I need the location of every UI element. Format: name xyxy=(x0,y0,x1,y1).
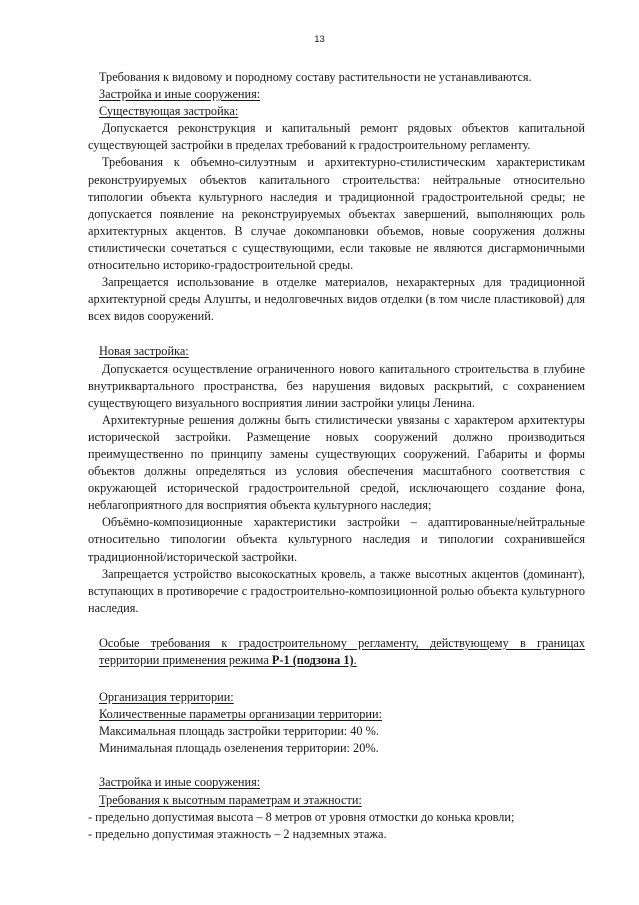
special-requirements-line2: территории применения режима xyxy=(99,653,272,667)
quantitative-parameters-heading: Количественные параметры организации территории: xyxy=(99,707,383,722)
territory-organization-heading: Организация территории: xyxy=(99,690,234,705)
reconstruction-paragraph: Допускается реконструкция и капитальный ремонт рядовых объектов капитальной существующей застройки в пределах требований к градостроительному регламенту. xyxy=(88,121,585,153)
special-requirements-heading xyxy=(88,635,585,669)
volume-requirements-paragraph: Требования к объемно-силуэтным и архитектурно-стилистическим характеристикам реконструируемых объектов капитального строительства: нейтральные относительно типологии объекта культурного наследия и традиционной градостроительной среды; не допускается появление на реконструируемых объектах завершений, выполняющих роль архитектурных акцентов. В случае докомпановки объемов, новые сооружения должны стилистически сочетаться с существующими, если таковые не являются дисгармоничными относительно историко-градостроительной среды. xyxy=(88,155,585,273)
existing-buildings-heading: Существующая застройка: xyxy=(99,104,239,119)
max-height-item: - предельно допустимая высота – 8 метров от уровня отмостки до конька кровли; xyxy=(88,809,515,824)
document-body xyxy=(88,69,585,843)
construction-heading: Застройка и иные сооружения: xyxy=(99,87,261,102)
materials-paragraph: Запрещается использование в отделке материалов, нехарактерных для традиционной архитектурной среды Алушты, и недолговечных видов отделки (в том числе пластиковой) для всех видов сооружений. xyxy=(88,275,585,324)
new-construction-allowed-paragraph: Допускается осуществление ограниченного нового капитального строительства в глубине внутриквартального пространства, без нарушения видовых раскрытий, с сохранением существующего визуального восприятия линии застройки улицы Ленина. xyxy=(88,361,585,410)
max-building-area: Максимальная площадь застройки территории: 40 %. xyxy=(99,724,379,739)
regime-code: Р-1 (подзона 1) xyxy=(271,653,354,667)
special-requirements-line1: Особые требования к градостроительному регламенту, действующему в границах xyxy=(99,635,585,650)
vegetation-requirements: Требования к видовому и породному составу растительности не устанавливаются. xyxy=(99,70,532,84)
max-floors-item: - предельно допустимая этажность – 2 надземных этажа. xyxy=(88,826,387,841)
special-requirements-end: . xyxy=(353,653,357,667)
min-green-area: Минимальная площадь озеленения территории: 20%. xyxy=(99,741,379,756)
architectural-solutions-paragraph: Архитектурные решения должны быть стилистически увязаны с характером архитектуры исторической застройки. Размещение новых сооружений должно производиться преимущественно по принципу замены существующих сооружений. Габариты и формы объектов должны определяться из условия обеспечения масштабного соответствия с окружающей исторической градостроительной средой, исключающего создание фона, неблагоприятного для восприятия объекта культурного наследия; xyxy=(88,412,585,513)
composition-paragraph: Объёмно-композиционные характеристики застройки – адаптированные/нейтральные относительно типологии объекта культурного наследия и типологии сохранившейся традиционной/исторической застройки. xyxy=(88,515,585,564)
page-number: 13 xyxy=(314,34,325,45)
construction-heading-2: Застройка и иные сооружения: xyxy=(99,775,261,790)
height-requirements-heading: Требования к высотным параметрам и этажности: xyxy=(99,792,362,807)
new-buildings-heading: Новая застройка: xyxy=(99,344,189,359)
roofs-paragraph: Запрещается устройство высокоскатных кровель, а также высотных акцентов (доминант), вступающих в противоречие с градостроительно-композиционной ролью объекта культурного наследия. xyxy=(88,566,585,615)
